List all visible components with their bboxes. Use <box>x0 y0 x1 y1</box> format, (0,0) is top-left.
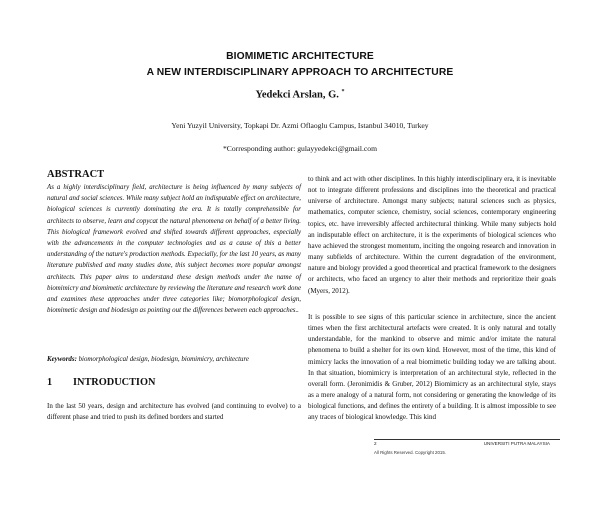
abstract-heading: ABSTRACT <box>47 169 105 180</box>
intro-heading <box>47 377 155 388</box>
intro-title: INTRODUCTION <box>73 377 156 388</box>
footer-copyright: All Rights Reserved. Copyright 2015. <box>374 450 446 455</box>
intro-number: 1 <box>47 377 53 388</box>
paper-title-line-1: BIOMIMETIC ARCHITECTURE <box>226 51 374 62</box>
affiliation: Yeni Yuzyil University, Topkapi Dr. Azmi Oflaoglu Campus, Istanbul 34010, Turkey <box>171 121 429 130</box>
right-column-paragraph-2: It is possible to see signs of this particular science in architecture, since the ancient times when the first architectural artefacts were created. It is only natural and totally understandable, for the mankind to observe and mimic and/or imitate the natural phenomena to build a shelter for its own kind. However, most of the time, this kind of mimicry lacks the innovation of a real biomimetic building today we are talking about. In that situation, biomimicry is interpretation of an architectural style, reflected in the overall form. (Jeronimidis & Gruber, 2012) Biomimicry as an architectural style, stays as a mere analogy of a natural form, not considering or generating the knowledge of its biological functions, and defines the entirety of a building. It is almost impossible to see any traces of biological knowledge. This kind <box>308 313 556 422</box>
paper-title-line-2: A NEW INTERDISCIPLINARY APPROACH TO ARCHITECTURE <box>146 67 454 78</box>
keywords-label: Keywords: <box>47 356 77 363</box>
right-column-paragraph-1: to think and act with other disciplines. In this highly interdisciplinary era, it is inevitable not to integrate different professions and disciplines into the theoretical and practical universe of architecture. Amongst many subjects; natural sciences such as physics, mathematics, computer science, chemistry, social sciences, contemporary engineering topics, etc. have irreversibly affected architectural thinking. While many subjects hold an indisputable effect on architecture, it is the experiments of biological sciences who have achieved the strongest momentum, inciting the ongoing research and innovation in many subfields of architecture. Within the current degradation of the environment, nature and biology provided a good theoretical and practical framework to the designers or architects, who faced an urgency to alter their methods and reprioritize their goals (Myers, 2012). <box>308 175 556 295</box>
intro-text: In the last 50 years, design and architecture has evolved (and continuing to evolve) to a different phase and tried to push its defined borders and started <box>47 402 301 422</box>
abstract-text: As a highly interdisciplinary field, architecture is being influenced by many subjects of natural and social sciences. While many subject hold an indisputable effect on architecture, biological sciences is currently dominating the era. It is totally comprehensible for architects to observe, learn and copycat the natural phenomena on behalf of a better living. This biological framework evolved and shifted towards different approaches, especially with the advancements in the computer technologies and as a cause of this a better understanding of the nature's production methods. Expecially, for the last 10 years, as many literature published and many studies done, this subject becomes more popular amongst architects. This paper aims to understand these design methods under the name of biomimicry and biomimetic architecture by reviewing the literature and research work done and examines these approaches under three categories like; biomorphological design, biomimetic design and biodesign as pointing out the differences between each approaches.. <box>47 184 301 315</box>
keywords <box>47 354 301 365</box>
keywords-text: biomorphological design, biodesign, biomimicry, architecture <box>78 356 249 363</box>
footer-university: UNIVERSITI PUTRA MALAYSIA <box>483 441 550 446</box>
author-mark: * <box>341 89 345 95</box>
author-text: Yedekci Arslan, G. <box>255 89 339 101</box>
corresponding-author: *Corresponding author: gulayyedekci@gmail.com <box>223 144 377 153</box>
page-number: 2 <box>374 441 377 446</box>
author-name <box>0 89 600 101</box>
